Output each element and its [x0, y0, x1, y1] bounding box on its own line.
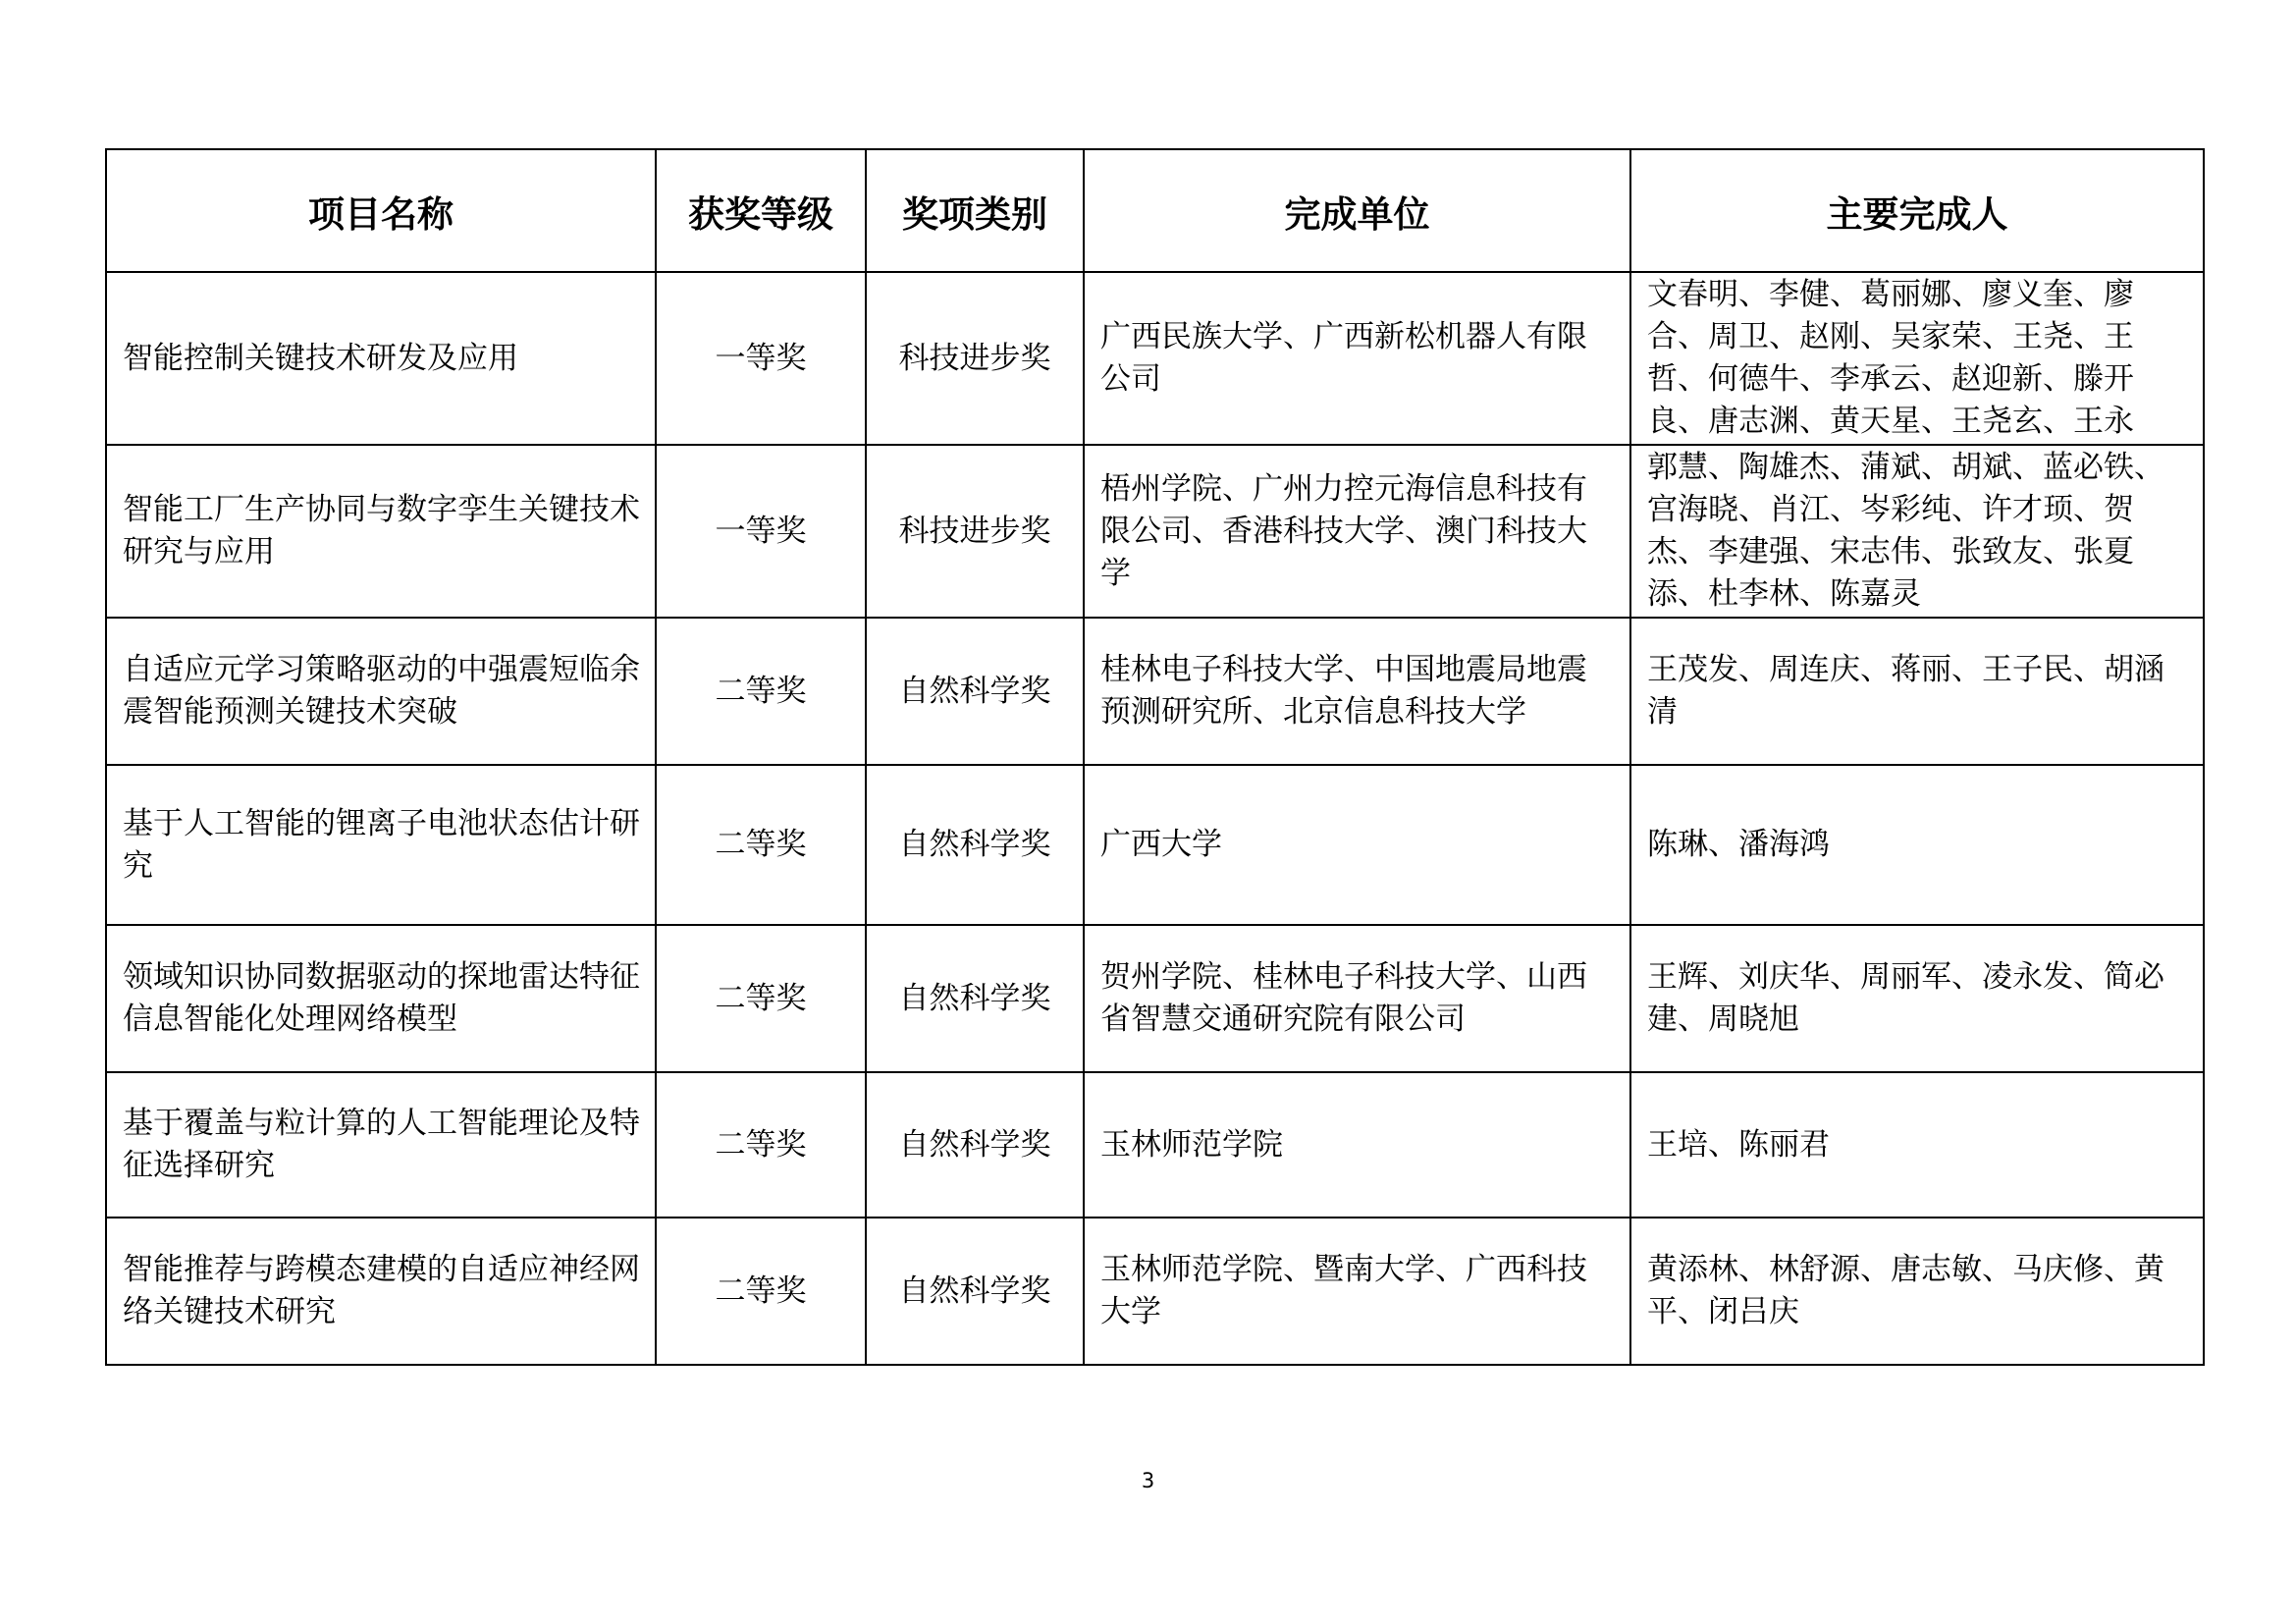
completing-units-cell: 广西大学 [1084, 765, 1630, 925]
award-level-cell: 一等奖 [656, 272, 866, 445]
main-contributors-cell: 王茂发、周连庆、蒋丽、王子民、胡涵清 [1630, 618, 2204, 765]
main-contributors-cell: 文春明、李健、葛丽娜、廖义奎、廖合、周卫、赵刚、吴家荣、王尧、王哲、何德牛、李承云、赵迎新、滕开良、唐志渊、黄天星、王尧玄、王永 [1630, 272, 2204, 445]
completing-units-cell: 梧州学院、广州力控元海信息科技有限公司、香港科技大学、澳门科技大学 [1084, 445, 1630, 618]
award-category-cell: 科技进步奖 [866, 272, 1084, 445]
table-row [106, 272, 2204, 445]
main-contributors-cell: 陈琳、潘海鸿 [1630, 765, 2204, 925]
award-level-cell: 二等奖 [656, 765, 866, 925]
table-row [106, 1218, 2204, 1365]
project-name-cell: 基于人工智能的锂离子电池状态估计研究 [106, 765, 656, 925]
completing-units-cell: 玉林师范学院 [1084, 1072, 1630, 1218]
award-category-cell: 自然科学奖 [866, 618, 1084, 765]
header-project-name: 项目名称 [106, 149, 656, 272]
header-award-level: 获奖等级 [656, 149, 866, 272]
completing-units-cell: 桂林电子科技大学、中国地震局地震预测研究所、北京信息科技大学 [1084, 618, 1630, 765]
main-contributors-cell: 黄添林、林舒源、唐志敏、马庆修、黄平、闭吕庆 [1630, 1218, 2204, 1365]
table-row [106, 445, 2204, 618]
award-category-cell: 科技进步奖 [866, 445, 1084, 618]
award-category-cell: 自然科学奖 [866, 1218, 1084, 1365]
project-name-cell: 领域知识协同数据驱动的探地雷达特征信息智能化处理网络模型 [106, 925, 656, 1072]
completing-units-cell: 玉林师范学院、暨南大学、广西科技大学 [1084, 1218, 1630, 1365]
header-award-category: 奖项类别 [866, 149, 1084, 272]
award-level-cell: 二等奖 [656, 1218, 866, 1365]
award-level-cell: 二等奖 [656, 925, 866, 1072]
project-name-cell: 智能工厂生产协同与数字孪生关键技术研究与应用 [106, 445, 656, 618]
main-contributors-cell: 王辉、刘庆华、周丽军、凌永发、简必建、周晓旭 [1630, 925, 2204, 1072]
award-category-cell: 自然科学奖 [866, 765, 1084, 925]
page-number: 3 [1141, 1469, 1155, 1492]
project-name-cell: 自适应元学习策略驱动的中强震短临余震智能预测关键技术突破 [106, 618, 656, 765]
main-contributors-cell: 郭慧、陶雄杰、蒲斌、胡斌、蓝必铁、宫海晓、肖江、岑彩纯、许才顼、贺杰、李建强、宋志伟、张致友、张夏添、杜李林、陈嘉灵 [1630, 445, 2204, 618]
table-header [106, 149, 2204, 272]
project-name-cell: 智能控制关键技术研发及应用 [106, 272, 656, 445]
header-row [106, 149, 2204, 272]
table-row [106, 765, 2204, 925]
award-category-cell: 自然科学奖 [866, 925, 1084, 1072]
table-row [106, 1072, 2204, 1218]
project-name-cell: 智能推荐与跨模态建模的自适应神经网络关键技术研究 [106, 1218, 656, 1365]
table-body [106, 272, 2204, 1365]
main-contributors-cell: 王培、陈丽君 [1630, 1072, 2204, 1218]
award-level-cell: 二等奖 [656, 1072, 866, 1218]
header-main-contributors: 主要完成人 [1630, 149, 2204, 272]
award-level-cell: 一等奖 [656, 445, 866, 618]
awards-table [105, 148, 2205, 1366]
award-category-cell: 自然科学奖 [866, 1072, 1084, 1218]
award-level-cell: 二等奖 [656, 618, 866, 765]
header-completing-units: 完成单位 [1084, 149, 1630, 272]
table-row [106, 925, 2204, 1072]
completing-units-cell: 贺州学院、桂林电子科技大学、山西省智慧交通研究院有限公司 [1084, 925, 1630, 1072]
project-name-cell: 基于覆盖与粒计算的人工智能理论及特征选择研究 [106, 1072, 656, 1218]
table-row [106, 618, 2204, 765]
completing-units-cell: 广西民族大学、广西新松机器人有限公司 [1084, 272, 1630, 445]
